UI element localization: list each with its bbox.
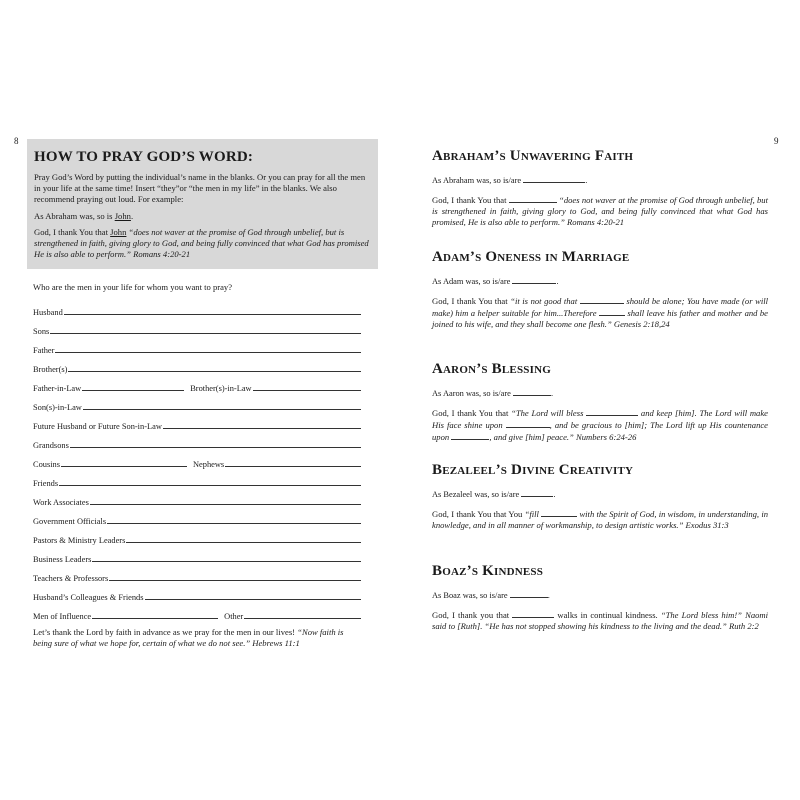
- prayer-text: God, I thank you that walks in continual kindness. “The Lord bless him!” Naomi said to [Ruth]. “He has not stopped showing his kindness to the living and the dead.” Ruth 2:2: [432, 610, 769, 632]
- instructions-box: [27, 139, 378, 269]
- prayer-text: God, I thank You that “does not waver at the promise of God through unbelief, but is strengthened in faith, giving glory to God, and being fully convinced that what God has promised, He is also able to perform.” Romans 4:20-21: [432, 195, 768, 228]
- business-leaders-blank[interactable]: [92, 561, 361, 562]
- example-prayer: God, I thank You that John “does not waver at the promise of God through unbelief, but is strengthened in faith, giving glory to God, and being fully convinced that what God has promised He is also able to perform.” Romans 4:20-21: [34, 226, 369, 260]
- section-heading: Boaz’s Kindness: [432, 563, 544, 579]
- as-blank[interactable]: [510, 589, 548, 598]
- prayer-blank[interactable]: [541, 508, 577, 517]
- form-row-business-leaders: Business Leaders: [33, 545, 361, 564]
- husband-blank[interactable]: [64, 314, 361, 315]
- form-row-father: Father: [33, 336, 361, 355]
- teachers-blank[interactable]: [109, 580, 361, 581]
- prayer-blank[interactable]: [506, 419, 550, 428]
- form-row-future-husband: Future Husband or Future Son-in-Law: [33, 412, 361, 431]
- father-blank[interactable]: [55, 352, 361, 353]
- as-line: As Bezaleel was, so is/are .: [432, 490, 556, 499]
- form-row-friends: Friends: [33, 469, 361, 488]
- work-associates-blank[interactable]: [90, 504, 361, 505]
- page-number-right: 9: [774, 136, 779, 146]
- example-line: As Abraham was, so is John.: [34, 210, 134, 221]
- as-line: As Aaron was, so is/are .: [432, 389, 554, 398]
- form-row-husbands-colleagues: Husband’s Colleagues & Friends: [33, 583, 361, 602]
- government-officials-blank[interactable]: [107, 523, 361, 524]
- prayer-list-form: [33, 298, 361, 621]
- form-row-pastors: Pastors & Ministry Leaders: [33, 526, 361, 545]
- prayer-blank[interactable]: [451, 431, 489, 440]
- as-blank[interactable]: [523, 174, 585, 183]
- grandsons-blank[interactable]: [70, 447, 361, 448]
- prayer-text: God, I thank You that You “fill with the Spirit of God, in wisdom, in understanding, in knowledge, and in all manner of workmanship, to design artistic works.” Exodus 31:3: [432, 509, 769, 531]
- prayer-blank[interactable]: [599, 307, 625, 316]
- example-name: John: [114, 210, 131, 221]
- closing-paragraph: Let’s thank the Lord by faith in advance as we pray for the men in our lives! “Now faith is being sure of what we hope for, certain of what we do not see.” Hebrews 11:1: [33, 627, 344, 649]
- brothers-blank[interactable]: [68, 371, 361, 372]
- form-row-teachers: Teachers & Professors: [33, 564, 361, 583]
- form-row-sons: Sons: [33, 317, 361, 336]
- form-row-men-of-influence: Men of Influence Other: [33, 602, 361, 621]
- husbands-colleagues-blank[interactable]: [145, 599, 362, 600]
- prayer-text: God, I thank You that “it is not good that should be alone; You have made (or will make) him a helper suitable for him...Therefore shall leave his father and mother and be joined to his wife, and they shall become one flesh.” Genesis 2:18,24: [432, 296, 769, 330]
- as-line: As Boaz was, so is/are .: [432, 591, 550, 600]
- section-heading: Adam’s Oneness in Marriage: [432, 249, 630, 265]
- prayer-question: Who are the men in your life for whom you want to pray?: [33, 282, 233, 292]
- as-blank[interactable]: [512, 275, 556, 284]
- form-row-father-in-law: Father-in-Law Brother(s)-in-Law: [33, 374, 361, 393]
- form-row-work-associates: Work Associates: [33, 488, 361, 507]
- other-blank[interactable]: [244, 618, 361, 619]
- instructions-text: Pray God’s Word by putting the individual’s name in the blanks. Or you can pray for all the men in your life at the same time! Insert “they”or “the men in my life” in the blanks. We also recommend praying out loud. For example:: [34, 172, 366, 205]
- section-bezaleel: [432, 462, 768, 531]
- future-husband-blank[interactable]: [163, 428, 361, 429]
- as-blank[interactable]: [513, 387, 551, 396]
- prayer-blank[interactable]: [509, 194, 557, 203]
- pastors-blank[interactable]: [126, 542, 361, 543]
- section-heading: Bezaleel’s Divine Creativity: [432, 462, 634, 478]
- friends-blank[interactable]: [59, 485, 361, 486]
- prayer-blank[interactable]: [580, 295, 624, 304]
- section-boaz: [432, 563, 768, 632]
- nephews-blank[interactable]: [225, 466, 361, 467]
- prayer-text: God, I thank You that “The Lord will bless and keep [him]. The Lord will make His face shine upon , and be gracious to [him]; The Lord lift up His countenance upon , and give [him] peace.” Numbers 6:24-26: [432, 408, 769, 443]
- form-row-cousins: Cousins Nephews: [33, 450, 361, 469]
- as-line: As Abraham was, so is/are .: [432, 176, 588, 185]
- section-abraham: [432, 148, 768, 229]
- as-line: As Adam was, so is/are .: [432, 277, 559, 286]
- prayer-blank[interactable]: [512, 609, 554, 618]
- sons-in-law-blank[interactable]: [83, 409, 361, 410]
- prayer-blank[interactable]: [586, 407, 638, 416]
- section-heading: Abraham’s Unwavering Faith: [432, 148, 634, 164]
- form-row-husband: Husband: [33, 298, 361, 317]
- example-prayer-name: John: [110, 226, 127, 237]
- page-number-left: 8: [14, 136, 19, 146]
- form-row-brothers: Brother(s): [33, 355, 361, 374]
- brothers-in-law-blank[interactable]: [253, 390, 361, 391]
- father-in-law-blank[interactable]: [82, 390, 184, 391]
- section-aaron: [432, 361, 768, 444]
- cousins-blank[interactable]: [61, 466, 187, 467]
- men-of-influence-blank[interactable]: [92, 618, 218, 619]
- form-row-government-officials: Government Officials: [33, 507, 361, 526]
- sons-blank[interactable]: [50, 333, 361, 334]
- form-row-grandsons: Grandsons: [33, 431, 361, 450]
- instructions-title: HOW TO PRAY GOD’S WORD:: [34, 149, 254, 165]
- section-adam: [432, 249, 768, 331]
- section-heading: Aaron’s Blessing: [432, 361, 551, 377]
- form-row-sons-in-law: Son(s)-in-Law: [33, 393, 361, 412]
- as-blank[interactable]: [521, 488, 553, 497]
